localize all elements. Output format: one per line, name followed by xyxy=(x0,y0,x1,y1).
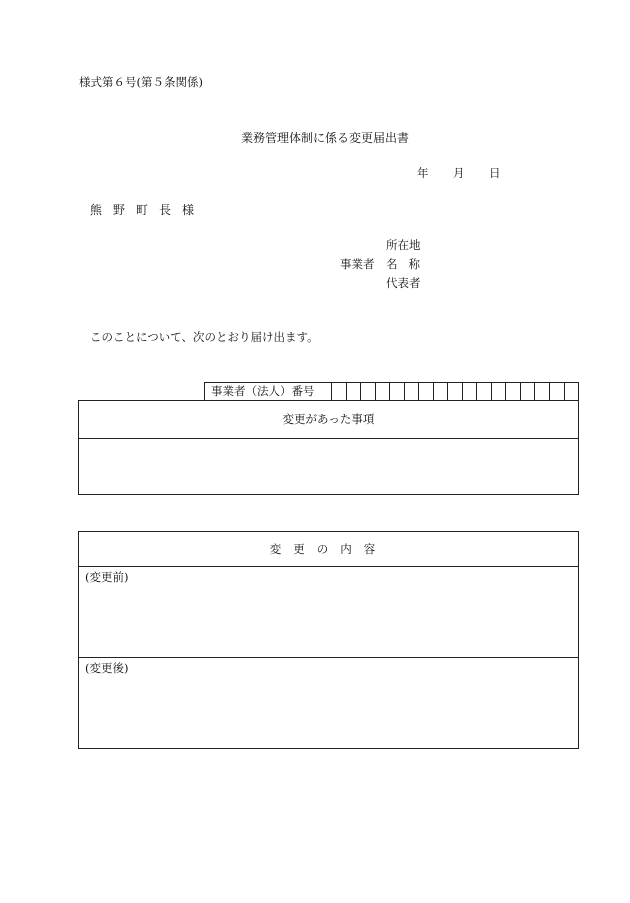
date-day-label: 日 xyxy=(489,166,501,180)
registration-digit-box[interactable] xyxy=(506,383,521,400)
date-year-label: 年 xyxy=(417,166,429,180)
registration-digit-box[interactable] xyxy=(463,383,478,400)
applicant-name-label: 名称 xyxy=(386,257,431,271)
form-number: 様式第６号(第５条関係) xyxy=(79,75,203,89)
document-title: 業務管理体制に係る変更届出書 xyxy=(240,131,409,145)
registration-digit-box[interactable] xyxy=(448,383,463,400)
change-item-field[interactable] xyxy=(79,439,578,494)
applicant-role-label: 事業者 xyxy=(340,257,375,271)
registration-digit-box[interactable] xyxy=(390,383,405,400)
registration-digit-box[interactable] xyxy=(550,383,565,400)
date-month-label: 月 xyxy=(453,166,465,180)
registration-number-boxes xyxy=(332,383,578,400)
change-item-table xyxy=(78,400,579,495)
registration-digit-box[interactable] xyxy=(419,383,434,400)
after-change-label: (変更後) xyxy=(85,661,129,675)
registration-digit-box[interactable] xyxy=(492,383,507,400)
change-item-header: 変更があった事項 xyxy=(79,401,578,439)
registration-digit-box[interactable] xyxy=(565,383,579,400)
registration-digit-box[interactable] xyxy=(361,383,376,400)
after-change-field[interactable] xyxy=(79,658,578,749)
registration-digit-box[interactable] xyxy=(347,383,362,400)
intro-text: このことについて、次のとおり届け出ます。 xyxy=(90,330,319,344)
before-change-label: (変更前) xyxy=(85,570,129,584)
registration-digit-box[interactable] xyxy=(477,383,492,400)
registration-digit-box[interactable] xyxy=(535,383,550,400)
registration-digit-box[interactable] xyxy=(405,383,420,400)
addressee: 熊野町長様 xyxy=(90,203,206,217)
registration-number-table xyxy=(204,382,579,401)
registration-number-label: 事業者（法人）番号 xyxy=(205,383,332,400)
registration-digit-box[interactable] xyxy=(376,383,391,400)
applicant-representative-label: 代表者 xyxy=(386,276,421,290)
registration-digit-box[interactable] xyxy=(434,383,449,400)
change-content-header: 変更の内容 xyxy=(79,532,578,567)
applicant-address-label: 所在地 xyxy=(386,238,421,252)
registration-digit-box[interactable] xyxy=(332,383,347,400)
before-change-field[interactable] xyxy=(79,567,578,658)
registration-digit-box[interactable] xyxy=(521,383,536,400)
change-content-table xyxy=(78,531,579,749)
